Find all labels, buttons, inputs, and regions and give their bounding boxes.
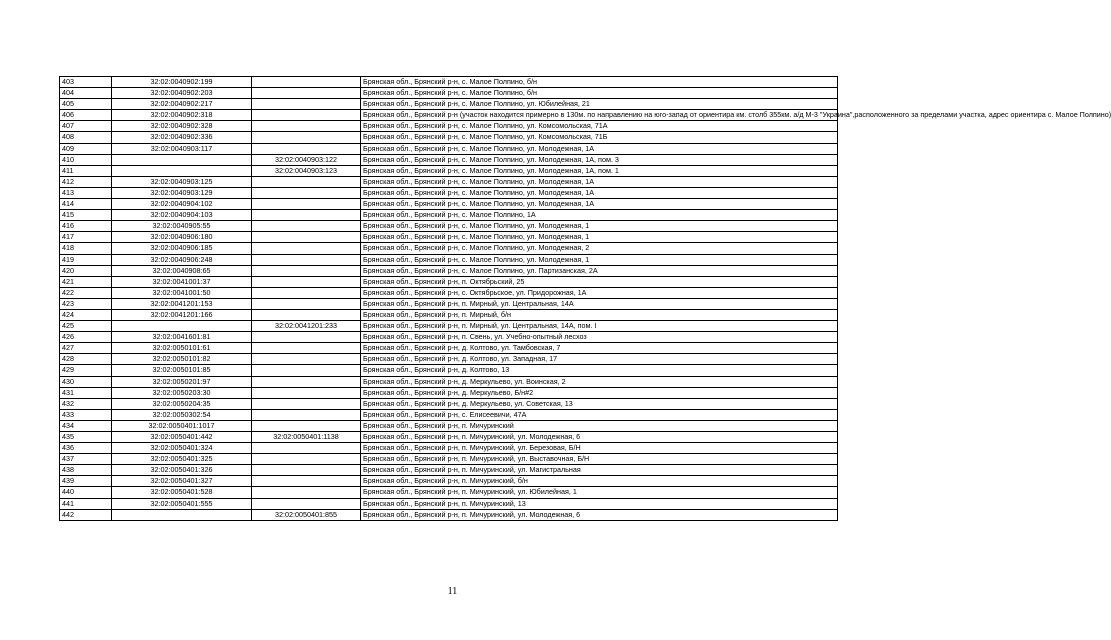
sub-object-number-cell <box>252 243 361 254</box>
address-cell: Брянская обл., Брянский р-н, с. Малое Полпино, ул. Молодежная, 1 <box>361 232 838 243</box>
sub-object-number-cell <box>252 77 361 88</box>
table-row <box>60 265 838 276</box>
cadastral-number-cell: 32:02:0040906:185 <box>112 243 252 254</box>
address-cell: Брянская обл., Брянский р-н, с. Малое Полпино, ул. Молодежная, 1 <box>361 254 838 265</box>
address-cell: Брянская обл., Брянский р-н, с. Малое Полпино, б/н <box>361 88 838 99</box>
sub-object-number-cell <box>252 365 361 376</box>
cadastral-number-cell: 32:02:0040902:199 <box>112 77 252 88</box>
table-row <box>60 199 838 210</box>
sub-object-number-cell <box>252 254 361 265</box>
row-number-cell: 418 <box>60 243 112 254</box>
address-cell: Брянская обл., Брянский р-н, с. Малое Полпино, ул. Молодежная, 1А <box>361 199 838 210</box>
table-row <box>60 398 838 409</box>
table-row <box>60 476 838 487</box>
row-number-cell: 406 <box>60 110 112 121</box>
table-row <box>60 454 838 465</box>
cadastral-number-cell: 32:02:0050203:30 <box>112 387 252 398</box>
row-number-cell: 422 <box>60 287 112 298</box>
address-cell: Брянская обл., Брянский р-н, п. Мичуринский <box>361 420 838 431</box>
table-row <box>60 343 838 354</box>
row-number-cell: 419 <box>60 254 112 265</box>
sub-object-number-cell <box>252 332 361 343</box>
sub-object-number-cell <box>252 454 361 465</box>
row-number-cell: 416 <box>60 221 112 232</box>
cadastral-number-cell <box>112 165 252 176</box>
sub-object-number-cell: 32:02:0040903:123 <box>252 165 361 176</box>
sub-object-number-cell <box>252 221 361 232</box>
table-row <box>60 243 838 254</box>
sub-object-number-cell <box>252 199 361 210</box>
table-row <box>60 498 838 509</box>
cadastral-number-cell: 32:02:0041001:37 <box>112 276 252 287</box>
row-number-cell: 415 <box>60 210 112 221</box>
sub-object-number-cell <box>252 420 361 431</box>
row-number-cell: 409 <box>60 143 112 154</box>
sub-object-number-cell <box>252 88 361 99</box>
sub-object-number-cell: 32:02:0050401:855 <box>252 509 361 520</box>
address-cell: Брянская обл., Брянский р-н, п. Мирный, б/н <box>361 309 838 320</box>
row-number-cell: 403 <box>60 77 112 88</box>
address-cell: Брянская обл., Брянский р-н, с. Елисеевичи, 47А <box>361 409 838 420</box>
table-row <box>60 254 838 265</box>
table-row <box>60 154 838 165</box>
cadastral-number-cell: 32:02:0050101:82 <box>112 354 252 365</box>
sub-object-number-cell: 32:02:0041201:233 <box>252 321 361 332</box>
address-cell: Брянская обл., Брянский р-н, п. Мирный, ул. Центральная, 14А <box>361 298 838 309</box>
table-row <box>60 332 838 343</box>
sub-object-number-cell <box>252 232 361 243</box>
address-cell: Брянская обл., Брянский р-н, п. Мичуринский, ул. Юбилейная, 1 <box>361 487 838 498</box>
table-body <box>60 77 1111 521</box>
page-number: 11 <box>447 586 458 597</box>
address-cell: Брянская обл., Брянский р-н, п. Мичуринский, ул. Березовая, Б/Н <box>361 443 838 454</box>
address-cell: Брянская обл., Брянский р-н, п. Мичуринский, б/н <box>361 476 838 487</box>
row-number-cell: 436 <box>60 443 112 454</box>
table-row <box>60 376 838 387</box>
cadastral-number-cell: 32:02:0050101:85 <box>112 365 252 376</box>
table-row <box>60 420 838 431</box>
row-number-cell: 426 <box>60 332 112 343</box>
table-row <box>60 509 838 520</box>
cadastral-number-cell: 32:02:0050401:442 <box>112 432 252 443</box>
table-row <box>60 176 838 187</box>
sub-object-number-cell <box>252 121 361 132</box>
address-cell: Брянская обл., Брянский р-н, п. Мичуринский, ул. Магистральная <box>361 465 838 476</box>
row-number-cell: 427 <box>60 343 112 354</box>
address-cell: Брянская обл., Брянский р-н, с. Малое Полпино, ул. Юбилейная, 21 <box>361 99 838 110</box>
row-number-cell: 439 <box>60 476 112 487</box>
cadastral-number-cell: 32:02:0050302:54 <box>112 409 252 420</box>
cadastral-number-cell: 32:02:0050201:97 <box>112 376 252 387</box>
address-cell: Брянская обл., Брянский р-н, п. Мичуринский, ул. Молодежная, 6 <box>361 509 838 520</box>
row-number-cell: 424 <box>60 309 112 320</box>
row-number-cell: 423 <box>60 298 112 309</box>
cadastral-number-cell: 32:02:0040902:217 <box>112 99 252 110</box>
row-number-cell: 428 <box>60 354 112 365</box>
cadastral-number-cell: 32:02:0040906:180 <box>112 232 252 243</box>
cadastral-number-cell: 32:02:0040903:125 <box>112 176 252 187</box>
address-cell: Брянская обл., Брянский р-н, с. Малое Полпино, ул. Молодежная, 1А, пом. 3 <box>361 154 838 165</box>
table-row <box>60 210 838 221</box>
table-row <box>60 465 838 476</box>
cadastral-number-cell: 32:02:0041201:166 <box>112 309 252 320</box>
address-cell: Брянская обл., Брянский р-н, д. Меркульево, ул. Воинская, 2 <box>361 376 838 387</box>
sub-object-number-cell <box>252 398 361 409</box>
table-row <box>60 309 838 320</box>
sub-object-number-cell <box>252 99 361 110</box>
row-number-cell: 441 <box>60 498 112 509</box>
cadastral-number-cell: 32:02:0050401:1017 <box>112 420 252 431</box>
sub-object-number-cell <box>252 498 361 509</box>
address-cell: Брянская обл., Брянский р-н, с. Малое Полпино, ул. Комсомольская, 71А <box>361 121 838 132</box>
row-number-cell: 408 <box>60 132 112 143</box>
table-row <box>60 88 838 99</box>
address-cell: Брянская обл., Брянский р-н, п. Свень, ул. Учебно-опытный лесхоз <box>361 332 838 343</box>
row-number-cell: 437 <box>60 454 112 465</box>
table-row <box>60 187 838 198</box>
address-cell: Брянская обл., Брянский р-н (участок находится примерно в 130м. по направлению на юго-запад от ориентира км. столб 355км. а/д М-3 "Украина",расположенного за пределами участка, адрес ориентира с. Малое Полпино) <box>361 110 838 121</box>
cadastral-number-cell: 32:02:0040908:65 <box>112 265 252 276</box>
cadastral-number-cell: 32:02:0041601:81 <box>112 332 252 343</box>
sub-object-number-cell <box>252 110 361 121</box>
sub-object-number-cell <box>252 443 361 454</box>
address-cell: Брянская обл., Брянский р-н, п. Мирный, ул. Центральная, 14А, пом. I <box>361 321 838 332</box>
address-cell: Брянская обл., Брянский р-н, с. Малое Полпино, ул. Молодежная, 2 <box>361 243 838 254</box>
table-row <box>60 354 838 365</box>
cadastral-number-cell: 32:02:0040903:117 <box>112 143 252 154</box>
cadastral-number-cell: 32:02:0050401:326 <box>112 465 252 476</box>
cadastral-number-cell: 32:02:0050204:35 <box>112 398 252 409</box>
address-cell: Брянская обл., Брянский р-н, д. Меркульево, ул. Советская, 13 <box>361 398 838 409</box>
address-cell: Брянская обл., Брянский р-н, п. Мичуринский, ул. Выставочная, Б/Н <box>361 454 838 465</box>
row-number-cell: 411 <box>60 165 112 176</box>
sub-object-number-cell <box>252 465 361 476</box>
table-row <box>60 77 838 88</box>
table-row <box>60 321 838 332</box>
cadastral-number-cell: 32:02:0050401:528 <box>112 487 252 498</box>
cadastral-number-cell: 32:02:0040904:103 <box>112 210 252 221</box>
cadastral-number-cell: 32:02:0050401:327 <box>112 476 252 487</box>
cadastral-number-cell: 32:02:0050401:555 <box>112 498 252 509</box>
row-number-cell: 435 <box>60 432 112 443</box>
table-row <box>60 110 838 121</box>
sub-object-number-cell <box>252 287 361 298</box>
table-row <box>60 487 838 498</box>
row-number-cell: 417 <box>60 232 112 243</box>
address-cell: Брянская обл., Брянский р-н, с. Октябрьское, ул. Придорожная, 1А <box>361 287 838 298</box>
cadastral-number-cell: 32:02:0040902:336 <box>112 132 252 143</box>
address-cell: Брянская обл., Брянский р-н, с. Малое Полпино, ул. Молодежная, 1А <box>361 176 838 187</box>
table-row <box>60 276 838 287</box>
cadastral-number-cell: 32:02:0050401:325 <box>112 454 252 465</box>
sub-object-number-cell <box>252 298 361 309</box>
row-number-cell: 404 <box>60 88 112 99</box>
cadastral-number-cell: 32:02:0040903:129 <box>112 187 252 198</box>
row-number-cell: 420 <box>60 265 112 276</box>
sub-object-number-cell <box>252 354 361 365</box>
sub-object-number-cell: 32:02:0040903:122 <box>252 154 361 165</box>
row-number-cell: 410 <box>60 154 112 165</box>
table-row <box>60 121 838 132</box>
address-cell: Брянская обл., Брянский р-н, д. Колтово, ул. Тамбовская, 7 <box>361 343 838 354</box>
sub-object-number-cell <box>252 187 361 198</box>
address-cell: Брянская обл., Брянский р-н, с. Малое Полпино, ул. Молодежная, 1 <box>361 221 838 232</box>
row-number-cell: 431 <box>60 387 112 398</box>
address-cell: Брянская обл., Брянский р-н, д. Колтово, 13 <box>361 365 838 376</box>
row-number-cell: 440 <box>60 487 112 498</box>
row-number-cell: 407 <box>60 121 112 132</box>
table-row <box>60 165 838 176</box>
row-number-cell: 421 <box>60 276 112 287</box>
row-number-cell: 442 <box>60 509 112 520</box>
address-cell: Брянская обл., Брянский р-н, п. Мичуринский, 13 <box>361 498 838 509</box>
row-number-cell: 432 <box>60 398 112 409</box>
cadastral-number-cell: 32:02:0050401:324 <box>112 443 252 454</box>
row-number-cell: 429 <box>60 365 112 376</box>
row-number-cell: 425 <box>60 321 112 332</box>
address-cell: Брянская обл., Брянский р-н, с. Малое Полпино, 1А <box>361 210 838 221</box>
cadastral-number-cell: 32:02:0040905:55 <box>112 221 252 232</box>
address-cell: Брянская обл., Брянский р-н, д. Меркульево, Б/н#2 <box>361 387 838 398</box>
row-number-cell: 414 <box>60 199 112 210</box>
row-number-cell: 412 <box>60 176 112 187</box>
cadastral-number-cell: 32:02:0040902:203 <box>112 88 252 99</box>
table-row <box>60 143 838 154</box>
address-cell: Брянская обл., Брянский р-н, с. Малое Полпино, ул. Молодежная, 1А <box>361 143 838 154</box>
table-row <box>60 287 838 298</box>
cadastral-number-cell <box>112 154 252 165</box>
table-row <box>60 99 838 110</box>
row-number-cell: 413 <box>60 187 112 198</box>
address-cell: Брянская обл., Брянский р-н, п. Мичуринский, ул. Молодежная, 6 <box>361 432 838 443</box>
table-row <box>60 387 838 398</box>
cadastral-number-cell: 32:02:0041001:50 <box>112 287 252 298</box>
sub-object-number-cell <box>252 476 361 487</box>
cadastral-number-cell: 32:02:0041201:153 <box>112 298 252 309</box>
cadastral-number-cell: 32:02:0040904:102 <box>112 199 252 210</box>
row-number-cell: 433 <box>60 409 112 420</box>
sub-object-number-cell <box>252 176 361 187</box>
table-row <box>60 232 838 243</box>
cadastral-number-cell: 32:02:0040902:318 <box>112 110 252 121</box>
row-number-cell: 405 <box>60 99 112 110</box>
address-cell: Брянская обл., Брянский р-н, д. Колтово, ул. Западная, 17 <box>361 354 838 365</box>
cadastral-number-cell: 32:02:0040906:248 <box>112 254 252 265</box>
cadastral-number-cell: 32:02:0040902:328 <box>112 121 252 132</box>
table-row <box>60 409 838 420</box>
table-row <box>60 221 838 232</box>
table-row <box>60 443 838 454</box>
table-row <box>60 132 838 143</box>
address-cell: Брянская обл., Брянский р-н, с. Малое Полпино, ул. Молодежная, 1А, пом. 1 <box>361 165 838 176</box>
cadastral-number-cell <box>112 509 252 520</box>
sub-object-number-cell <box>252 276 361 287</box>
address-cell: Брянская обл., Брянский р-н, с. Малое Полпино, ул. Молодежная, 1А <box>361 187 838 198</box>
sub-object-number-cell <box>252 265 361 276</box>
row-number-cell: 430 <box>60 376 112 387</box>
sub-object-number-cell <box>252 143 361 154</box>
table-row <box>60 298 838 309</box>
sub-object-number-cell <box>252 132 361 143</box>
table-row <box>60 365 838 376</box>
sub-object-number-cell <box>252 309 361 320</box>
property-registry-table <box>59 76 1111 521</box>
cadastral-number-cell <box>112 321 252 332</box>
address-cell: Брянская обл., Брянский р-н, с. Малое Полпино, ул. Партизанская, 2А <box>361 265 838 276</box>
sub-object-number-cell <box>252 487 361 498</box>
sub-object-number-cell <box>252 343 361 354</box>
address-cell: Брянская обл., Брянский р-н, п. Октябрьский, 25 <box>361 276 838 287</box>
cadastral-number-cell: 32:02:0050101:61 <box>112 343 252 354</box>
sub-object-number-cell <box>252 387 361 398</box>
sub-object-number-cell <box>252 409 361 420</box>
table-row <box>60 432 838 443</box>
sub-object-number-cell: 32:02:0050401:1138 <box>252 432 361 443</box>
row-number-cell: 438 <box>60 465 112 476</box>
address-cell: Брянская обл., Брянский р-н, с. Малое Полпино, б/н <box>361 77 838 88</box>
sub-object-number-cell <box>252 210 361 221</box>
sub-object-number-cell <box>252 376 361 387</box>
row-number-cell: 434 <box>60 420 112 431</box>
address-cell: Брянская обл., Брянский р-н, с. Малое Полпино, ул. Комсомольская, 71Б <box>361 132 838 143</box>
